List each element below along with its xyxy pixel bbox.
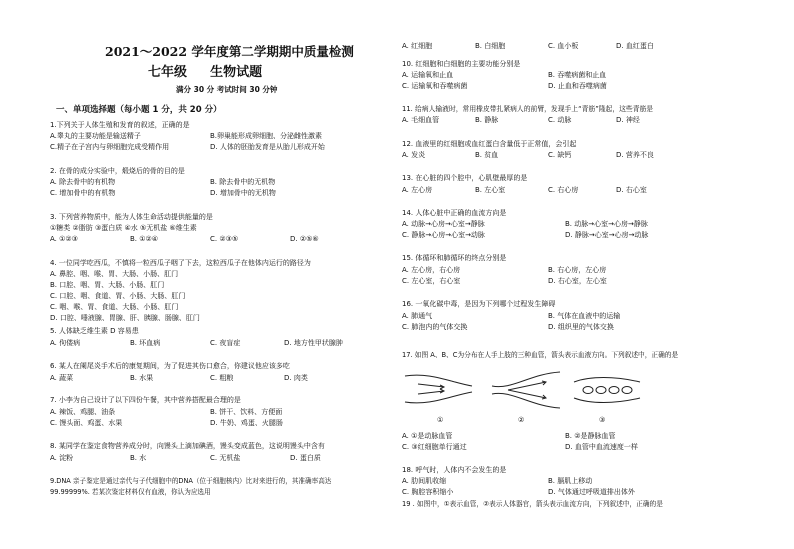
grade-label: 七年级 <box>148 65 188 80</box>
q8-stem: 8. 某同学在鉴定食物营养成分时，向馒头上滴加碘酒，馒头变成蓝色，这说明馒头中含有 <box>50 442 325 450</box>
q12-option-d: D. 营养不良 <box>616 151 654 159</box>
exam-meta: 满分 30 分 考试时间 30 分钟 <box>176 85 278 94</box>
q9-stem-line2: 99.99999%. 若某次鉴定材料仅有血液，你认为应选用 <box>50 488 211 496</box>
q7-option-c: C. 馒头面、鸡蛋、水果 <box>50 419 123 427</box>
q17-stem: 17. 如图 A、B、C为分布在人手上肢的三种血管，箭头表示血液方向。下列叙述中，正确的是 <box>402 351 679 359</box>
page-title: 2021～2022 学年度第二学期期中质量检测 <box>105 44 354 59</box>
q1-option-b: B.卵巢能形成卵细胞、分泌雌性激素 <box>210 132 323 140</box>
q6-stem: 6. 某人在阑尾炎手术后的康复期间，为了促进其伤口愈合，你建议他应该多吃 <box>50 362 290 370</box>
q10-option-a: A. 运输氧和止血 <box>402 71 454 79</box>
vessel-3-capillary <box>574 378 640 403</box>
q4-option-a: A. 鼻腔、咽、喉、胃、大肠、小肠、肛门 <box>50 270 179 278</box>
q12-option-c: C. 缺钙 <box>548 151 572 159</box>
q7-stem: 7. 小李为自己设计了以下四份午餐，其中营养搭配最合理的是 <box>50 396 241 404</box>
q18-option-b: B. 膈肌上移动 <box>548 477 593 485</box>
q6-option-a: A. 蔬菜 <box>50 374 74 382</box>
q4-option-d: D. 口腔、唾液腺、胃腺、肝、胰腺、肠腺、肛门 <box>50 314 200 322</box>
q10-stem: 10. 红细胞和白细胞的主要功能分别是 <box>402 60 521 68</box>
q8-option-b: B. 水 <box>130 454 147 462</box>
vessel-2-vein <box>492 372 560 408</box>
q10-option-d: D. 止血和吞噬病菌 <box>548 82 607 90</box>
q18-stem: 18. 呼气时，人体内不会发生的是 <box>402 466 507 474</box>
q3-option-d: D. ②⑤⑥ <box>290 235 319 243</box>
q6-option-d: D. 肉类 <box>284 374 308 382</box>
vessel-label-1: ① <box>437 416 444 424</box>
q11-option-c: C. 动脉 <box>548 116 572 124</box>
q16-stem: 16. 一氧化碳中毒，是因为下列哪个过程发生障碍 <box>402 300 556 308</box>
q15-stem: 15. 体循环和肺循环的终点分别是 <box>402 254 507 262</box>
q7-option-b: B. 饼干、饮料、方便面 <box>210 408 283 416</box>
q9-option-b: B. 白细胞 <box>475 42 506 50</box>
q5-option-a: A. 佝偻病 <box>50 339 81 347</box>
q14-stem: 14. 人体心脏中正确的血流方向是 <box>402 209 507 217</box>
section-heading: 一、单项选择题（每小题 1 分，共 20 分） <box>56 105 222 115</box>
page-subtitle <box>148 61 262 80</box>
q17-option-c: C. ③红细胞单行通过 <box>402 443 467 451</box>
q18-option-a: A. 肋间肌收缩 <box>402 477 447 485</box>
q14-option-d: D. 静脉→心室→心房→动脉 <box>565 231 649 239</box>
q3-items: ①糖类 ②脂肪 ③蛋白质 ④水 ⑤无机盐 ⑥维生素 <box>50 224 197 232</box>
q2-option-b: B. 除去骨中的无机物 <box>210 178 276 186</box>
q3-stem: 3. 下列营养物质中，能为人体生命活动提供能量的是 <box>50 213 213 221</box>
q4-option-c2: C. 咽、喉、胃、食道、大肠、小肠、肛门 <box>50 303 179 311</box>
q16-option-b: B. 气体在血液中的运输 <box>548 312 621 320</box>
q13-option-d: D. 右心室 <box>616 186 647 194</box>
q13-option-b: B. 左心室 <box>475 186 506 194</box>
subject-label: 生物试题 <box>210 65 263 80</box>
q11-stem: 11. 给病人输液时，常用橡皮带扎紧病人的前臂，发现手上“青筋”隆起，这些青筋是 <box>402 105 654 113</box>
q18-option-d: D. 气体通过呼吸道排出体外 <box>548 488 635 496</box>
q17-option-b: B. ②是静脉血管 <box>565 432 616 440</box>
blood-vessel-figure <box>400 368 650 413</box>
q15-option-c: C. 左心室，右心室 <box>402 277 461 285</box>
q18-option-c: C. 胸腔容积缩小 <box>402 488 454 496</box>
q9-stem-line1: 9.DNA 亲子鉴定是通过亲代与子代细胞中的DNA（位于细胞核内）比对来进行的，其准确率高达 <box>50 477 332 485</box>
q5-option-b: B. 坏血病 <box>130 339 161 347</box>
q13-option-a: A. 左心房 <box>402 186 433 194</box>
q19-stem: 19 . 如图中，①表示血管，②表示人体器官，箭头表示血流方向，下列叙述中，正确的是 <box>402 500 663 508</box>
vessel-label-2: ② <box>518 416 525 424</box>
q2-stem: 2. 在骨的成分实验中，煅烧后的骨的目的是 <box>50 167 185 175</box>
q12-option-b: B. 贫血 <box>475 151 499 159</box>
q6-option-c: C. 粗粮 <box>210 374 234 382</box>
q5-option-c: C. 夜盲症 <box>210 339 241 347</box>
q14-option-c: C. 静脉→心房→心室→动脉 <box>402 231 485 239</box>
q17-option-a: A. ①是动脉血管 <box>402 432 453 440</box>
q12-option-a: A. 发炎 <box>402 151 426 159</box>
q13-stem: 13. 在心脏的四个腔中，心肌壁最厚的是 <box>402 174 528 182</box>
q7-option-d: D. 牛奶、鸡蛋、火腿肠 <box>210 419 283 427</box>
q2-option-a: A. 除去骨中的有机物 <box>50 178 116 186</box>
q10-option-b: B. 吞噬病菌和止血 <box>548 71 607 79</box>
q10-option-c: C. 运输氧和吞噬病菌 <box>402 82 468 90</box>
q15-option-a: A. 左心房，右心房 <box>402 266 461 274</box>
q6-option-b: B. 水果 <box>130 374 154 382</box>
q1-option-a: A.睾丸的主要功能是输送精子 <box>50 132 141 140</box>
q4-option-c: C. 口腔、咽、食道、胃、小肠、大肠、肛门 <box>50 292 186 300</box>
q15-option-b: B. 右心房，左心房 <box>548 266 607 274</box>
q17-option-d: D. 血管中血流速度一样 <box>565 443 638 451</box>
vessel-label-3: ③ <box>599 416 606 424</box>
q3-option-b: B. ①②④ <box>130 235 159 243</box>
q8-option-a: A. 淀粉 <box>50 454 74 462</box>
q2-option-d: D. 增加骨中的无机物 <box>210 189 276 197</box>
q4-option-b: B. 口腔、咽、胃、大肠、小肠、肛门 <box>50 281 165 289</box>
q11-option-d: D. 神经 <box>616 116 640 124</box>
q4-stem: 4. 一位同学吃西瓜，不慎将一粒西瓜子咽了下去，这粒西瓜子在他体内运行的路径为 <box>50 259 311 267</box>
q15-option-d: D. 右心室，左心室 <box>548 277 607 285</box>
q8-option-c: C. 无机盐 <box>210 454 241 462</box>
q12-stem: 12. 血液里的红细胞或血红蛋白含量低于正常值，会引起 <box>402 140 577 148</box>
q11-option-a: A. 毛细血管 <box>402 116 440 124</box>
q14-option-b: B. 动脉→心室→心房→静脉 <box>565 220 648 228</box>
q1-option-d: D. 人体的胚胎发育是从胎儿形成开始 <box>210 143 325 151</box>
q14-option-a: A. 动脉→心房→心室→静脉 <box>402 220 485 228</box>
q5-option-d: D. 地方性甲状腺肿 <box>284 339 343 347</box>
q7-option-a: A. 辣饭、鸡腿、油条 <box>50 408 116 416</box>
q1-option-c: C.精子在子宫内与卵细胞完成受精作用 <box>50 143 170 151</box>
q9-option-c: C. 血小板 <box>548 42 579 50</box>
q9-option-d: D. 血红蛋白 <box>616 42 654 50</box>
q16-option-c: C. 肺泡内的气体交换 <box>402 323 468 331</box>
q3-option-a: A. ①②③ <box>50 235 78 243</box>
q1-stem: 1.下列关于人体生殖和发育的叙述，正确的是 <box>50 121 190 129</box>
q8-option-d: D. 蛋白质 <box>290 454 321 462</box>
vessel-1-artery <box>405 375 472 403</box>
q3-option-c: C. ②③⑤ <box>210 235 239 243</box>
q16-option-a: A. 肺通气 <box>402 312 433 320</box>
q11-option-b: B. 静脉 <box>475 116 499 124</box>
q16-option-d: D. 组织里的气体交换 <box>548 323 614 331</box>
q5-stem: 5. 人体缺乏维生素 D 容易患 <box>50 327 139 335</box>
q2-option-c: C. 增加骨中的有机物 <box>50 189 116 197</box>
q13-option-c: C. 右心房 <box>548 186 579 194</box>
q9-option-a: A. 红细胞 <box>402 42 433 50</box>
